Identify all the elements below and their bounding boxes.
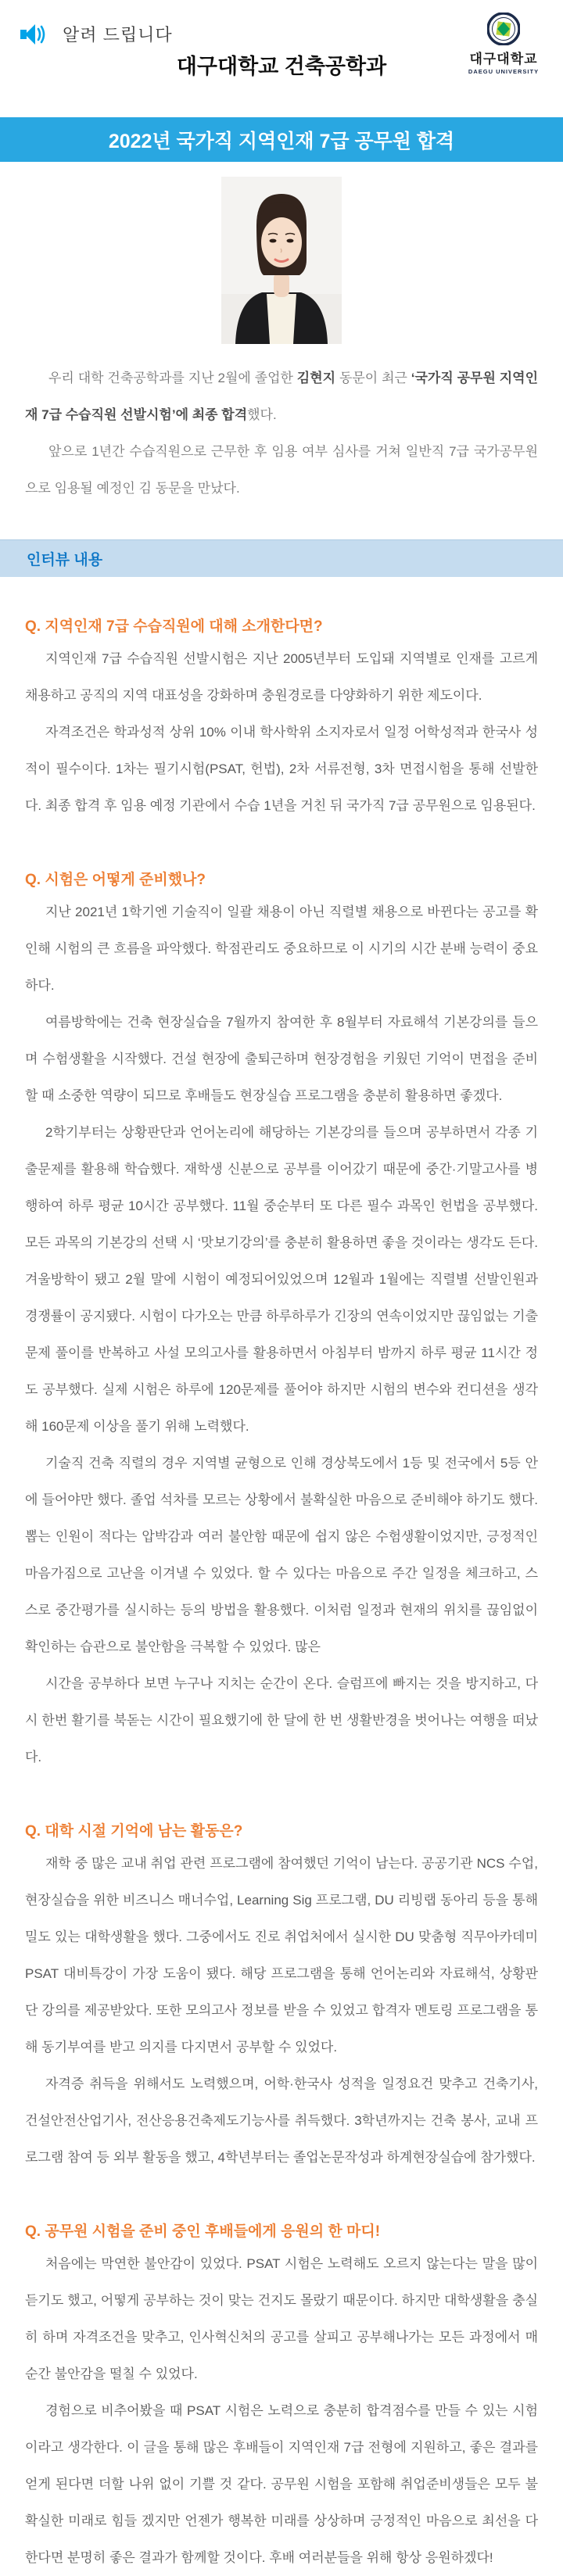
qa-section-4	[25, 2220, 538, 2576]
intro-paragraph-2: 앞으로 1년간 수습직원으로 근무한 후 임용 여부 심사를 거쳐 일반직 7급 국가공무원으로 임용될 예정인 김 동문을 만났다.	[25, 444, 538, 496]
question-4: Q. 공무원 시험을 준비 중인 후배들에게 응원의 한 마디!	[25, 2223, 381, 2240]
intro-p1-exam-bold: ‘국가직 공무원 지역인재 7급 수습직원 선발시험’에 최종 합격	[25, 371, 539, 422]
question-2: Q. 시험은 어떻게 준비했나?	[25, 872, 206, 888]
question-3: Q. 대학 시절 기억에 남는 활동은?	[25, 1823, 243, 1840]
interview-header-bar	[0, 539, 563, 577]
answer-2-paragraph-5: 시간을 공부하다 보면 누구나 지치는 순간이 온다. 슬럼프에 빠지는 것을 방지하고, 다시 한번 활기를 북돋는 시간이 필요했기에 한 달에 한 번 생활반경을 벗어나는 여행을 떠났다.	[25, 1676, 538, 1765]
page-title: 대구대학교 건축공학과	[176, 55, 387, 78]
logo-korean-name: 대구대학교	[469, 52, 538, 66]
qa-section-1	[25, 614, 538, 824]
answer-3-paragraph-2: 자격증 취득을 위해서도 노력했으며, 어학·한국사 성적을 일정요건 맞추고 건축기사, 건설안전산업기사, 전산응용건축제도기능사를 취득했다. 3학년까지는 건축 봉사, 교내 프로그램 참여 등 외부 활동을 했고, 4학년부터는 졸업논문작성과 하계현장실습에 참가했다.	[25, 2076, 538, 2165]
answer-1-paragraph-2: 자격조건은 학과성적 상위 10% 이내 학사학위 소지자로서 일정 어학성적과 한국사 성적이 필수이다. 1차는 필기시험(PSAT, 헌법), 2차 서류전형, 3차 면접시험을 통해 선발한다. 최종 합격 후 임용 예정 기관에서 수습 1년을 거친 뒤 국가직 7급 공무원으로 임용된다.	[25, 725, 538, 813]
question-1: Q. 지역인재 7급 수습직원에 대해 소개한다면?	[25, 618, 323, 635]
intro-p1-plain-1: 우리 대학 건축공학과를 지난 2월에 졸업한	[48, 371, 297, 385]
graduate-portrait-photo	[221, 177, 342, 344]
intro-paragraph-1	[25, 360, 538, 433]
interview-header-label: 인터뷰 내용	[27, 552, 103, 568]
interview-content	[25, 614, 538, 2576]
answer-4-paragraph-1: 처음에는 막연한 불안감이 있었다. PSAT 시험은 노력해도 오르지 않는다는 말을 많이 듣기도 했고, 어떻게 공부하는 것이 맞는 건지도 몰랐기 때문이다. 하지만 대학생활을 충실히 하며 자격조건을 맞추고, 인사혁신처의 공고를 살피고 공부해나가는 모든 과정에서 매 순간 불안감을 떨칠 수 있었다.	[25, 2256, 538, 2381]
answer-1-paragraph-1: 지역인재 7급 수습직원 선발시험은 지난 2005년부터 도입돼 지역별로 인재를 고르게 채용하고 공직의 지역 대표성을 강화하며 충원경로를 다양화하기 위한 제도이다.	[25, 651, 538, 703]
qa-section-3	[25, 1819, 538, 2176]
answer-2-paragraph-3: 2학기부터는 상황판단과 언어논리에 해당하는 기본강의를 들으며 공부하면서 각종 기출문제를 활용해 학습했다. 재학생 신분으로 공부를 이어갔기 때문에 중간·기말고사를 병행하여 하루 평균 10시간 공부했다. 11월 중순부터 또 다른 필수 과목인 헌법을 공부했다. 모든 과목의 기본강의 선택 시 ‘맛보기강의’를 충분히 활용하면 좋을 것이라는 생각도 든다. 겨울방학이 됐고 2월 말에 시험이 예정되어있었으며 12월과 1월에는 직렬별 선발인원과 경쟁률이 공지됐다. 시험이 다가오는 만큼 하루하루가 긴장의 연속이었지만 끊임없는 기출문제 풀이를 반복하고 사설 모의고사를 활용하면서 아침부터 밤까지 하루 평균 11시간 정도 공부했다. 실제 시험은 하루에 120문제를 풀어야 하지만 시험의 변수와 컨디션을 생각해 160문제 이상을 풀기 위해 노력했다.	[25, 1125, 538, 1434]
answer-4-paragraph-2: 경험으로 비추어봤을 때 PSAT 시험은 노력으로 충분히 합격점수를 만들 수 있는 시험이라고 생각한다. 이 글을 통해 많은 후배들이 지역인재 7급 전형에 지원하고, 좋은 결과를 얻게 된다면 더할 나위 없이 기쁠 것 같다. 공무원 시험을 포함해 취업준비생들은 모두 불확실한 미래로 힘들 겠지만 언젠가 행복한 미래를 상상하며 긍정적인 마음으로 최선을 다한다면 분명히 좋은 결과가 함께할 것이다. 후배 여러분들을 위해 항상 응원하겠다!	[25, 2403, 538, 2565]
page-header	[0, 17, 563, 107]
announce-label: 알려 드립니다	[63, 25, 173, 45]
logo-english-name: DAEGU UNIVERSITY	[468, 68, 540, 75]
intro-p1-plain-2: 동문이 최근	[335, 371, 411, 385]
intro-section	[25, 360, 538, 507]
speaker-icon	[20, 23, 47, 46]
answer-2-paragraph-4: 기술직 건축 직렬의 경우 지역별 균형으로 인해 경상북도에서 1등 및 전국에서 5등 안에 들어야만 했다. 졸업 석차를 모르는 상황에서 불확실한 마음으로 준비해야 하기도 했다. 뽑는 인원이 적다는 압박감과 여러 불안함 때문에 쉽지 않은 수험생활이었지만, 긍정적인 마음가짐으로 고난을 이겨낼 수 있었다. 할 수 있다는 마음으로 주간 일정을 체크하고, 스스로 중간평가를 실시하는 등의 방법을 활용했다. 이처럼 일정과 현재의 위치를 끊임없이 확인하는 습관으로 불안함을 극복할 수 있었다. 많은	[25, 1456, 538, 1654]
answer-2-paragraph-2: 여름방학에는 건축 현장실습을 7월까지 참여한 후 8월부터 자료해석 기본강의를 들으며 수험생활을 시작했다. 건설 현장에 출퇴근하며 현장경험을 키웠던 기억이 면접을 준비할 때 소중한 역량이 되므로 후배들도 현장실습 프로그램을 충분히 활용하면 좋겠다.	[25, 1015, 538, 1103]
pass-banner-title: 2022년 국가직 지역인재 7급 공무원 합격	[108, 130, 455, 152]
intro-p1-name-bold: 김현지	[296, 371, 336, 385]
university-emblem-icon	[487, 13, 520, 45]
pass-banner	[0, 117, 563, 162]
qa-section-2	[25, 868, 538, 1775]
university-logo	[457, 13, 550, 75]
intro-p1-plain-3: 했다.	[247, 407, 277, 422]
answer-2-paragraph-1: 지난 2021년 1학기엔 기술직이 일괄 채용이 아닌 직렬별 채용으로 바뀐다는 공고를 확인해 시험의 큰 흐름을 파악했다. 학점관리도 중요하므로 이 시기의 시간 분배 능력이 중요하다.	[25, 905, 538, 993]
answer-3-paragraph-1: 재학 중 많은 교내 취업 관련 프로그램에 참여했던 기억이 남는다. 공공기관 NCS 수업, 현장실습을 위한 비즈니스 매너수업, Learning Sig 프로그램, DU 리빙랩 동아리 등을 통해 밀도 있는 대학생활을 했다. 그중에서도 진로 취업처에서 실시한 DU 맞춤형 직무아카데미 PSAT 대비특강이 가장 도움이 됐다. 해당 프로그램을 통해 언어논리와 자료해석, 상황판단 강의를 제공받았다. 또한 모의고사 정보를 받을 수 있었고 합격자 멘토링 프로그램을 통해 동기부여를 받고 의지를 다지면서 공부할 수 있었다.	[25, 1856, 538, 2055]
